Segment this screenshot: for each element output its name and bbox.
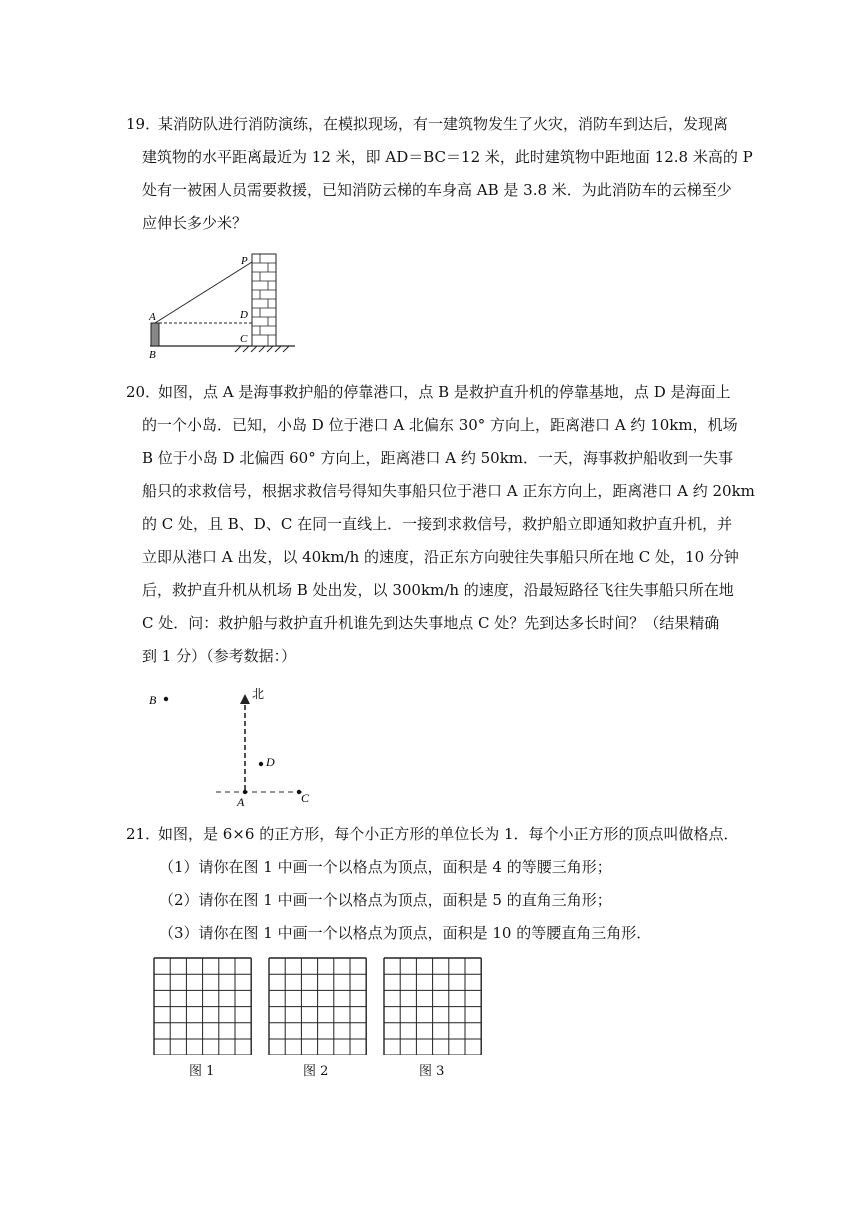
q19-label-p: P [241,255,248,267]
q19-label-d: D [240,309,248,321]
q21-grid-figures [150,955,490,1055]
q19-line-4: 应伸长多少米？ [142,214,248,232]
q20-line-9: 到 1 分）（参考数据：） [142,647,297,665]
q20-label-a: A [237,795,245,809]
q20-line-5: 的 C 处，且 B、D、C 在同一直线上．一接到求救信号，救护船立即通知救护直升机，并 [142,515,733,533]
q19-line-1: 某消防队进行消防演练，在模拟现场，有一建筑物发生了火灾，消防车到达后，发现离 [158,115,729,133]
q21-sub-3: （3）请你在图 1 中画一个以格点为顶点，面积是 10 的等腰直角三角形． [159,924,652,942]
q20-sea-rescue-figure [140,682,340,810]
q20-line-7: 后，救护直升机从机场 B 处出发，以 300km/h 的速度，沿最短路径飞往失事船只所在地 [142,581,734,599]
q19-label-b: B [149,349,156,361]
grid-caption-2: 图 2 [303,1064,329,1079]
q20-line-3: B 位于小岛 D 北偏西 60° 方向上，距离港口 A 约 50km．一天，海事救护船收到一失事 [142,449,734,467]
q19-line-2: 建筑物的水平距离最近为 12 米，即 AD＝BC＝12 米，此时建筑物中距地面 12.8 米高的 P [142,148,753,166]
q19-fire-ladder-figure [140,248,310,363]
q20-line-4: 船只的求救信号，根据求救信号得知失事船只位于港口 A 正东方向上，距离港口 A 约 20km [142,482,755,500]
q20-line-1: 如图，点 A 是海事救护船的停靠港口，点 B 是救护直升机的停靠基地，点 D 是海面上 [158,383,731,401]
q19-line-3: 处有一被困人员需要救援，已知消防云梯的车身高 AB 是 3.8 米．为此消防车的云梯至少 [142,181,732,199]
q20-label-north: 北 [252,687,265,701]
q21-number: 21． [126,825,161,843]
q21-sub-2: （2）请你在图 1 中画一个以格点为顶点，面积是 5 的直角三角形； [159,891,612,909]
q20-number: 20． [126,383,161,401]
north-arrow-icon [240,694,250,704]
q19-number: 19． [126,115,161,133]
q20-label-c: C [301,791,310,805]
q20-label-b: B [149,693,157,707]
q20-line-8: C 处．问：救护船与救护直升机谁先到达失事地点 C 处？先到达多长时间？（结果精确 [142,614,720,632]
q21-line: 如图，是 6×6 的正方形，每个小正方形的单位长为 1．每个小正方形的顶点叫做格点． [158,825,739,843]
q20-label-d: D [266,755,275,769]
q19-label-a: A [149,311,156,323]
q20-line-6: 立即从港口 A 出发，以 40km/h 的速度，沿正东方向驶往失事船只所在地 C 处，10 分钟 [142,548,739,566]
grid-3 [384,958,481,1055]
grid-2 [269,958,366,1055]
q20-line-2: 的一个小岛．已知，小岛 D 位于港口 A 北偏东 30° 方向上，距离港口 A 约 10km，机场 [142,416,738,434]
grid-caption-1: 图 1 [189,1064,215,1079]
q19-label-c: C [240,333,248,345]
q21-sub-1: （1）请你在图 1 中画一个以格点为顶点，面积是 4 的等腰三角形； [159,858,612,876]
grid-1 [154,958,251,1055]
grid-caption-3: 图 3 [419,1064,445,1079]
